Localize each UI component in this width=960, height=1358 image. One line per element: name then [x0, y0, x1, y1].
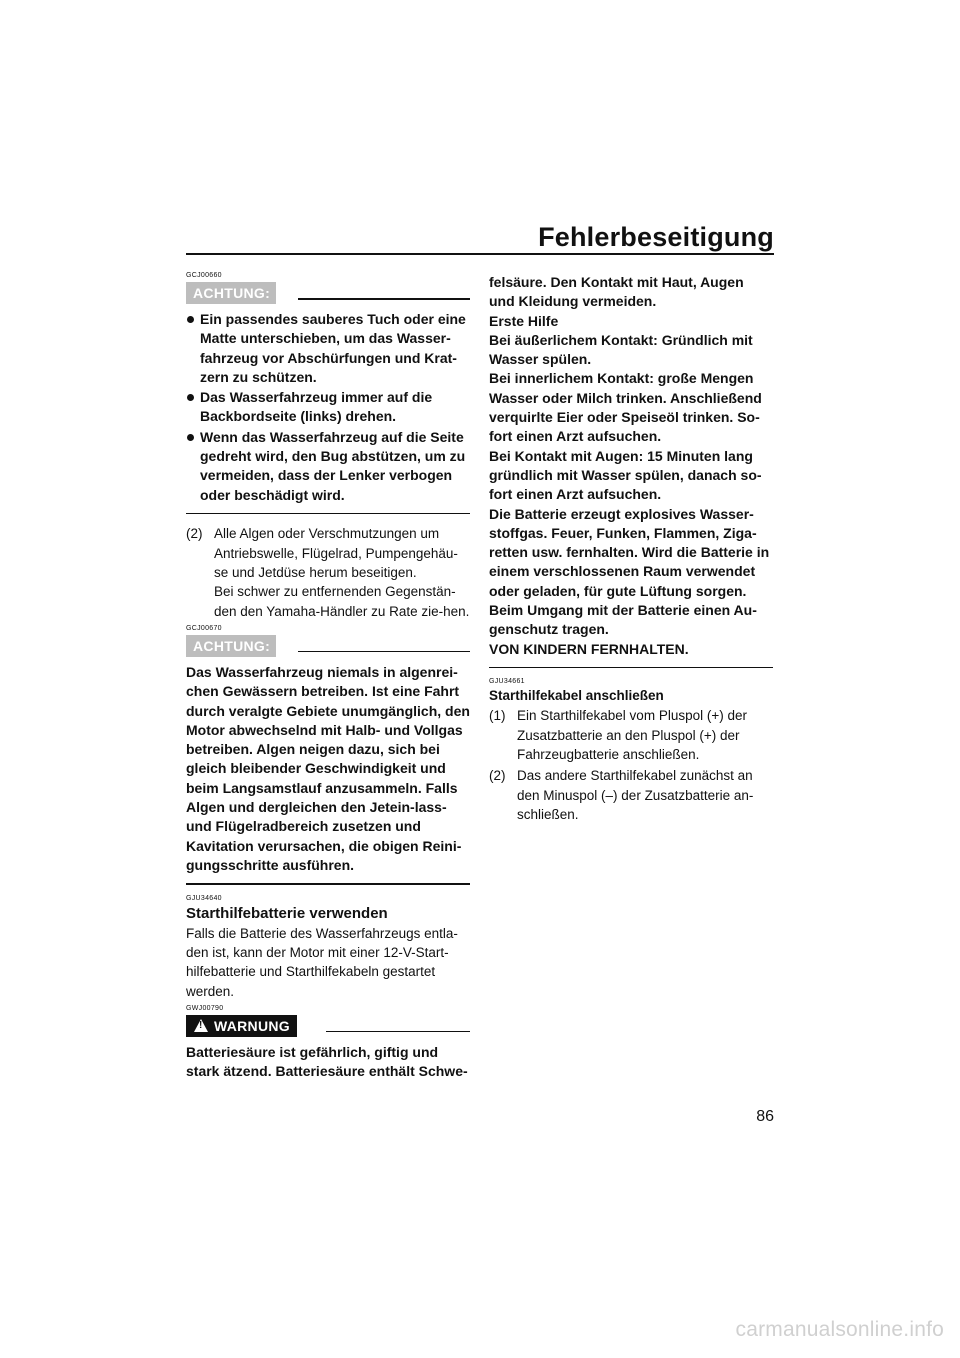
- caution-end-rule: [186, 883, 470, 885]
- caution-label: ACHTUNG:: [186, 635, 276, 657]
- caution-end-rule: [186, 513, 470, 515]
- notice-code: GCJ00670: [186, 624, 222, 632]
- first-aid-title: Erste Hilfe: [489, 312, 559, 329]
- caution-rule: [298, 651, 470, 653]
- step-text: Ein Starthilfekabel vom Pluspol (+) der Zusatzbatterie an den Pluspol (+) der Fahrzeugbatterie anschließen.: [517, 708, 747, 763]
- section-code: GJU34661: [489, 678, 525, 686]
- caution-header: [186, 282, 470, 304]
- first-aid-eyes: Bei Kontakt mit Augen: 15 Minuten lang gründlich mit Wasser spülen, danach so-fort einen Arzt aufsuchen.: [489, 447, 762, 503]
- header-rule: [186, 253, 774, 255]
- warning-label-box: [186, 1015, 297, 1037]
- step-2: [489, 766, 773, 824]
- step-number: (2): [186, 526, 203, 542]
- step-text-continued: Bei schwer zu entfernenden Gegenstän-den den Yamaha-Händler zu Rate zie-hen.: [214, 584, 470, 619]
- first-aid-internal: Bei innerlichem Kontakt: große Mengen Wasser oder Milch trinken. Anschließend verquirlte Eier oder Speiseöl trinken. So-fort einen Arzt aufsuchen.: [489, 370, 762, 445]
- page-number: 86: [756, 1108, 774, 1125]
- caution-label: ACHTUNG:: [186, 282, 276, 304]
- step-text: Das andere Starthilfekabel zunächst an den Minuspol (–) der Zusatzbatterie an-schließen.: [517, 768, 754, 822]
- step-number: (1): [489, 708, 506, 724]
- caution-rule: [298, 298, 470, 300]
- caution-bullet-list: [186, 310, 470, 505]
- warning-end-rule: [489, 667, 773, 669]
- warning-triangle-icon: [194, 1019, 208, 1032]
- watermark: carmanualsonline.info: [735, 1318, 944, 1341]
- step-text: Alle Algen oder Verschmutzungen um Antriebswelle, Flügelrad, Pumpengehäu-se und Jetdüse herum beseitigen.: [214, 526, 458, 581]
- section-title: Starthilfekabel anschließen: [489, 688, 664, 704]
- step-1: [489, 706, 773, 764]
- left-column: [186, 268, 470, 1082]
- battery-gas-warning: Die Batterie erzeugt explosives Wasser-stoffgas. Feuer, Funken, Flammen, Ziga-retten usw. fernhalten. Wird die Batterie in einem verschlossenen Raum verwendet oder geladen, für gute Lüftung sorgen. Beim Umgang mit der Batterie einen Au-genschutz tragen.: [489, 505, 770, 638]
- step-number: (2): [489, 768, 506, 784]
- warning-text: Batteriesäure ist gefährlich, giftig und stark ätzend. Batteriesäure enthält Schwe-: [186, 1043, 468, 1080]
- notice-code: GCJ00660: [186, 272, 222, 279]
- list-item: Das Wasserfahrzeug immer auf die Backbordseite (links) drehen.: [186, 388, 470, 427]
- warning-code: GWJ00790: [186, 1004, 224, 1012]
- step-2: [186, 524, 470, 620]
- caution-text: Das Wasserfahrzeug niemals in algenrei-chen Gewässern betreiben. Ist eine Fahrt durch veralgte Gebiete unumgänglich, den Motor abwechselnd mit Halb- und Vollgas betreiben. Algen neigen dazu, sich bei gleich bleibender Geschwindigkeit und beim Langsamstlauf anzusammeln. Falls Algen und dergleichen den Jetein-lass- und Flügelradbereich zusetzen und Kavitation verursachen, die obigen Reini-gungsschritte ausführen.: [186, 663, 470, 873]
- section-title: Starthilfebatterie verwenden: [186, 904, 388, 922]
- list-item: Wenn das Wasserfahrzeug auf die Seite gedreht wird, den Bug abstützen, um zu vermeiden, dass der Lenker verbogen oder beschädigt wird.: [186, 428, 470, 505]
- list-item: Ein passendes sauberes Tuch oder eine Matte unterschieben, um das Wasser-fahrzeug vor Abschürfungen und Krat-zern zu schützen.: [186, 310, 470, 387]
- warning-header: [186, 1015, 470, 1037]
- section-text: Falls die Batterie des Wasserfahrzeugs entla-den ist, kann der Motor mit einer 12-V-Start-hilfebatterie und Starthilfekabeln gestartet werden.: [186, 925, 458, 999]
- caution-header: [186, 635, 470, 657]
- first-aid-external: Bei äußerlichem Kontakt: Gründlich mit Wasser spülen.: [489, 331, 753, 368]
- warning-text-continued: felsäure. Den Kontakt mit Haut, Augen und Kleidung vermeiden.: [489, 274, 744, 310]
- page-title: Fehlerbeseitigung: [538, 222, 774, 252]
- warning-label: WARNUNG: [214, 1017, 290, 1034]
- warning-rule: [326, 1031, 470, 1033]
- section-code: GJU34640: [186, 894, 222, 902]
- keep-away-children: VON KINDERN FERNHALTEN.: [489, 640, 689, 657]
- right-column: [489, 273, 773, 826]
